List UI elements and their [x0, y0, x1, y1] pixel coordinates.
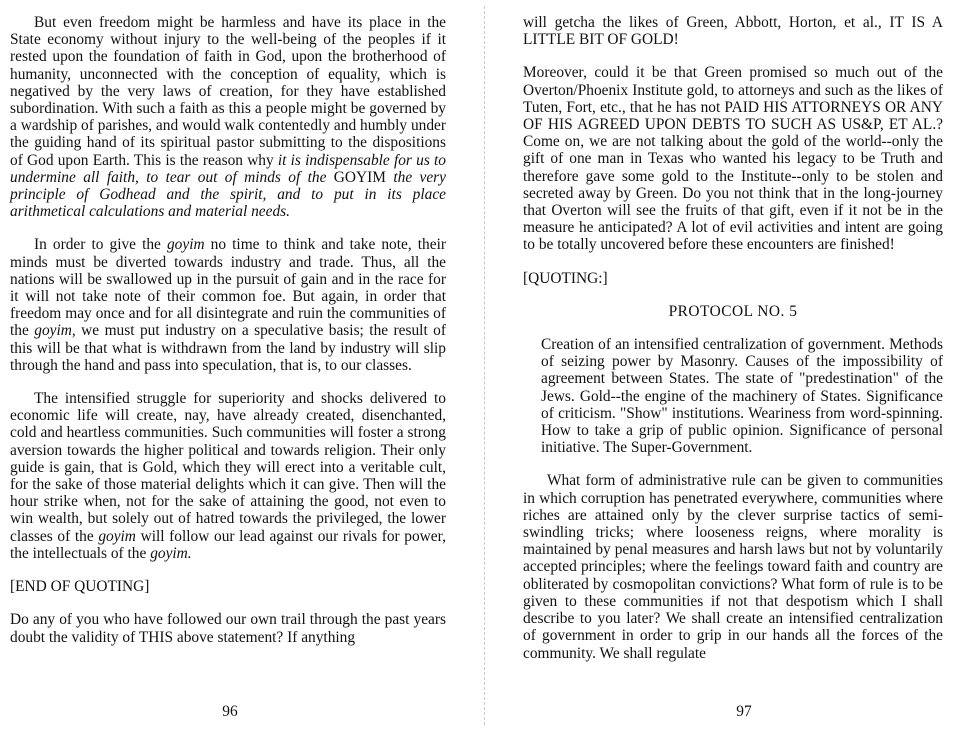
italic-text: goyim, — [34, 322, 76, 340]
page-number-right: 97 — [736, 703, 752, 720]
page-number-left: 96 — [222, 703, 238, 720]
italic-text: goyim — [166, 236, 205, 254]
left-paragraph-4: Do any of you who have followed our own trail through the past years doubt the validity of THIS above statement? If anything — [10, 611, 446, 646]
text-run: But even freedom might be harmless and have its place in the State economy without injury to the well-being of the peoples if it rested upon the foundation of faith in God, upon the brotherhood of humanity, unconnected with the conception of equality, which is negatived by the very laws of creation, for they have established subordination. With such a faith as this a people might be governed by a wardship of parishes, and would walk contentedly and humbly under the guiding hand of its spiritual pastor submitting to the dispositions of God upon Earth. This is the reason why — [10, 14, 446, 169]
protocol-title: PROTOCOL NO. 5 — [668, 302, 798, 320]
right-paragraph-3: What form of administrative rule can be given to communities in which corruption has penetrated everywhere, communities where riches are attained only by the clever surprise tactics of semi-swindling tricks; where looseness reigns, where morality is maintained by penal measures and harsh laws but not by voluntarily accepted principles; where the feelings toward faith and country are obliterated by cosmopolitan convictions? What form of rule is to be given to these communities if not that despotism which I shall describe to you later? We shall create an intensified centralization of government in order to grip in our hands all the forces of the community. We shall regulate — [523, 472, 943, 662]
left-paragraph-2 — [10, 236, 446, 374]
left-page-text — [10, 14, 446, 646]
italic-text: it is indispensable for us to undermine all faith, to tear out of minds of the — [10, 151, 446, 186]
text-run: will follow our lead against our rivals for power, the intellectuals of the — [10, 527, 446, 562]
text-run: GOYIM — [326, 168, 394, 186]
right-page — [484, 0, 968, 731]
left-paragraph-1 — [10, 14, 446, 220]
text-run: no time to think and take note, their minds must be diverted towards industry and trade. Thus, all the nations will be swallowed up in the pursuit of gain and in the race for it will not take note of their common foe. But again, in order that freedom may once and for all disintegrate and ruin the communities of the — [10, 236, 446, 340]
right-page-text — [523, 14, 943, 662]
italic-text: the very principle of Godhead and the spirit, and to put in its place arithmetical calculations and material needs. — [10, 168, 446, 221]
end-quoting-marker: [END OF QUOTING] — [10, 578, 150, 596]
text-run: we must put industry on a speculative basis; the result of this will be that what is withdrawn from the land by industry will slip through the hand and pass into speculation, that is, to our classes. — [10, 322, 447, 374]
text-run: In order to give the — [34, 236, 167, 254]
italic-text: goyim. — [150, 544, 192, 562]
italic-text: goyim — [98, 527, 136, 545]
right-paragraph-2: Moreover, could it be that Green promised so much out of the Overton/Phoenix Institute gold, to attorneys and such as the likes of Tuten, Fort, etc., that he has not PAID HIS ATTORNEYS OR ANY OF HIS AGREED UPON DEBTS TO SUCH AS US&P, ET AL.? Come on, we are not talking about the gold of the world--only the gift of one man in Texas who wanted his legacy to be Truth and therefore gave some gold to the Institute--only to be stolen and secreted away by Green. Do you not think that in the long-journey that Overton will see the fruits of that gift, even if it not be in the measure he anticipated? A lot of evil activities and intent are going to be totally uncovered before these encounters are finished! — [523, 64, 943, 254]
right-paragraph-1: will getcha the likes of Green, Abbott, Horton, et al., IT IS A LITTLE BIT OF GOLD! — [523, 14, 943, 49]
protocol-summary: Creation of an intensified centralization of government. Methods of seizing power by Masonry. Causes of the impossibility of agreement between States. The state of "predestination" of the Jews. Gold--the engine of the machinery of States. Significance of criticism. "Show" institutions. Weariness from word-spinning. How to take a grip of public opinion. Significance of personal initiative. The Super-Government. — [541, 336, 943, 457]
quoting-marker: [QUOTING:] — [523, 269, 608, 287]
left-paragraph-3 — [10, 390, 446, 562]
text-run: The intensified struggle for superiority and shocks delivered to economic life will create, nay, have already created, disenchanted, cold and heartless communities. Such communities will foster a strong aversion towards the higher political and towards religion. Their only guide is gain, that is Gold, which they will erect into a veritable cult, for the sake of those material delights which it can give. Then will the hour strike when, not for the sake of attaining the good, not even to win wealth, but solely out of hatred towards the privileged, the lower classes of the — [10, 390, 446, 545]
